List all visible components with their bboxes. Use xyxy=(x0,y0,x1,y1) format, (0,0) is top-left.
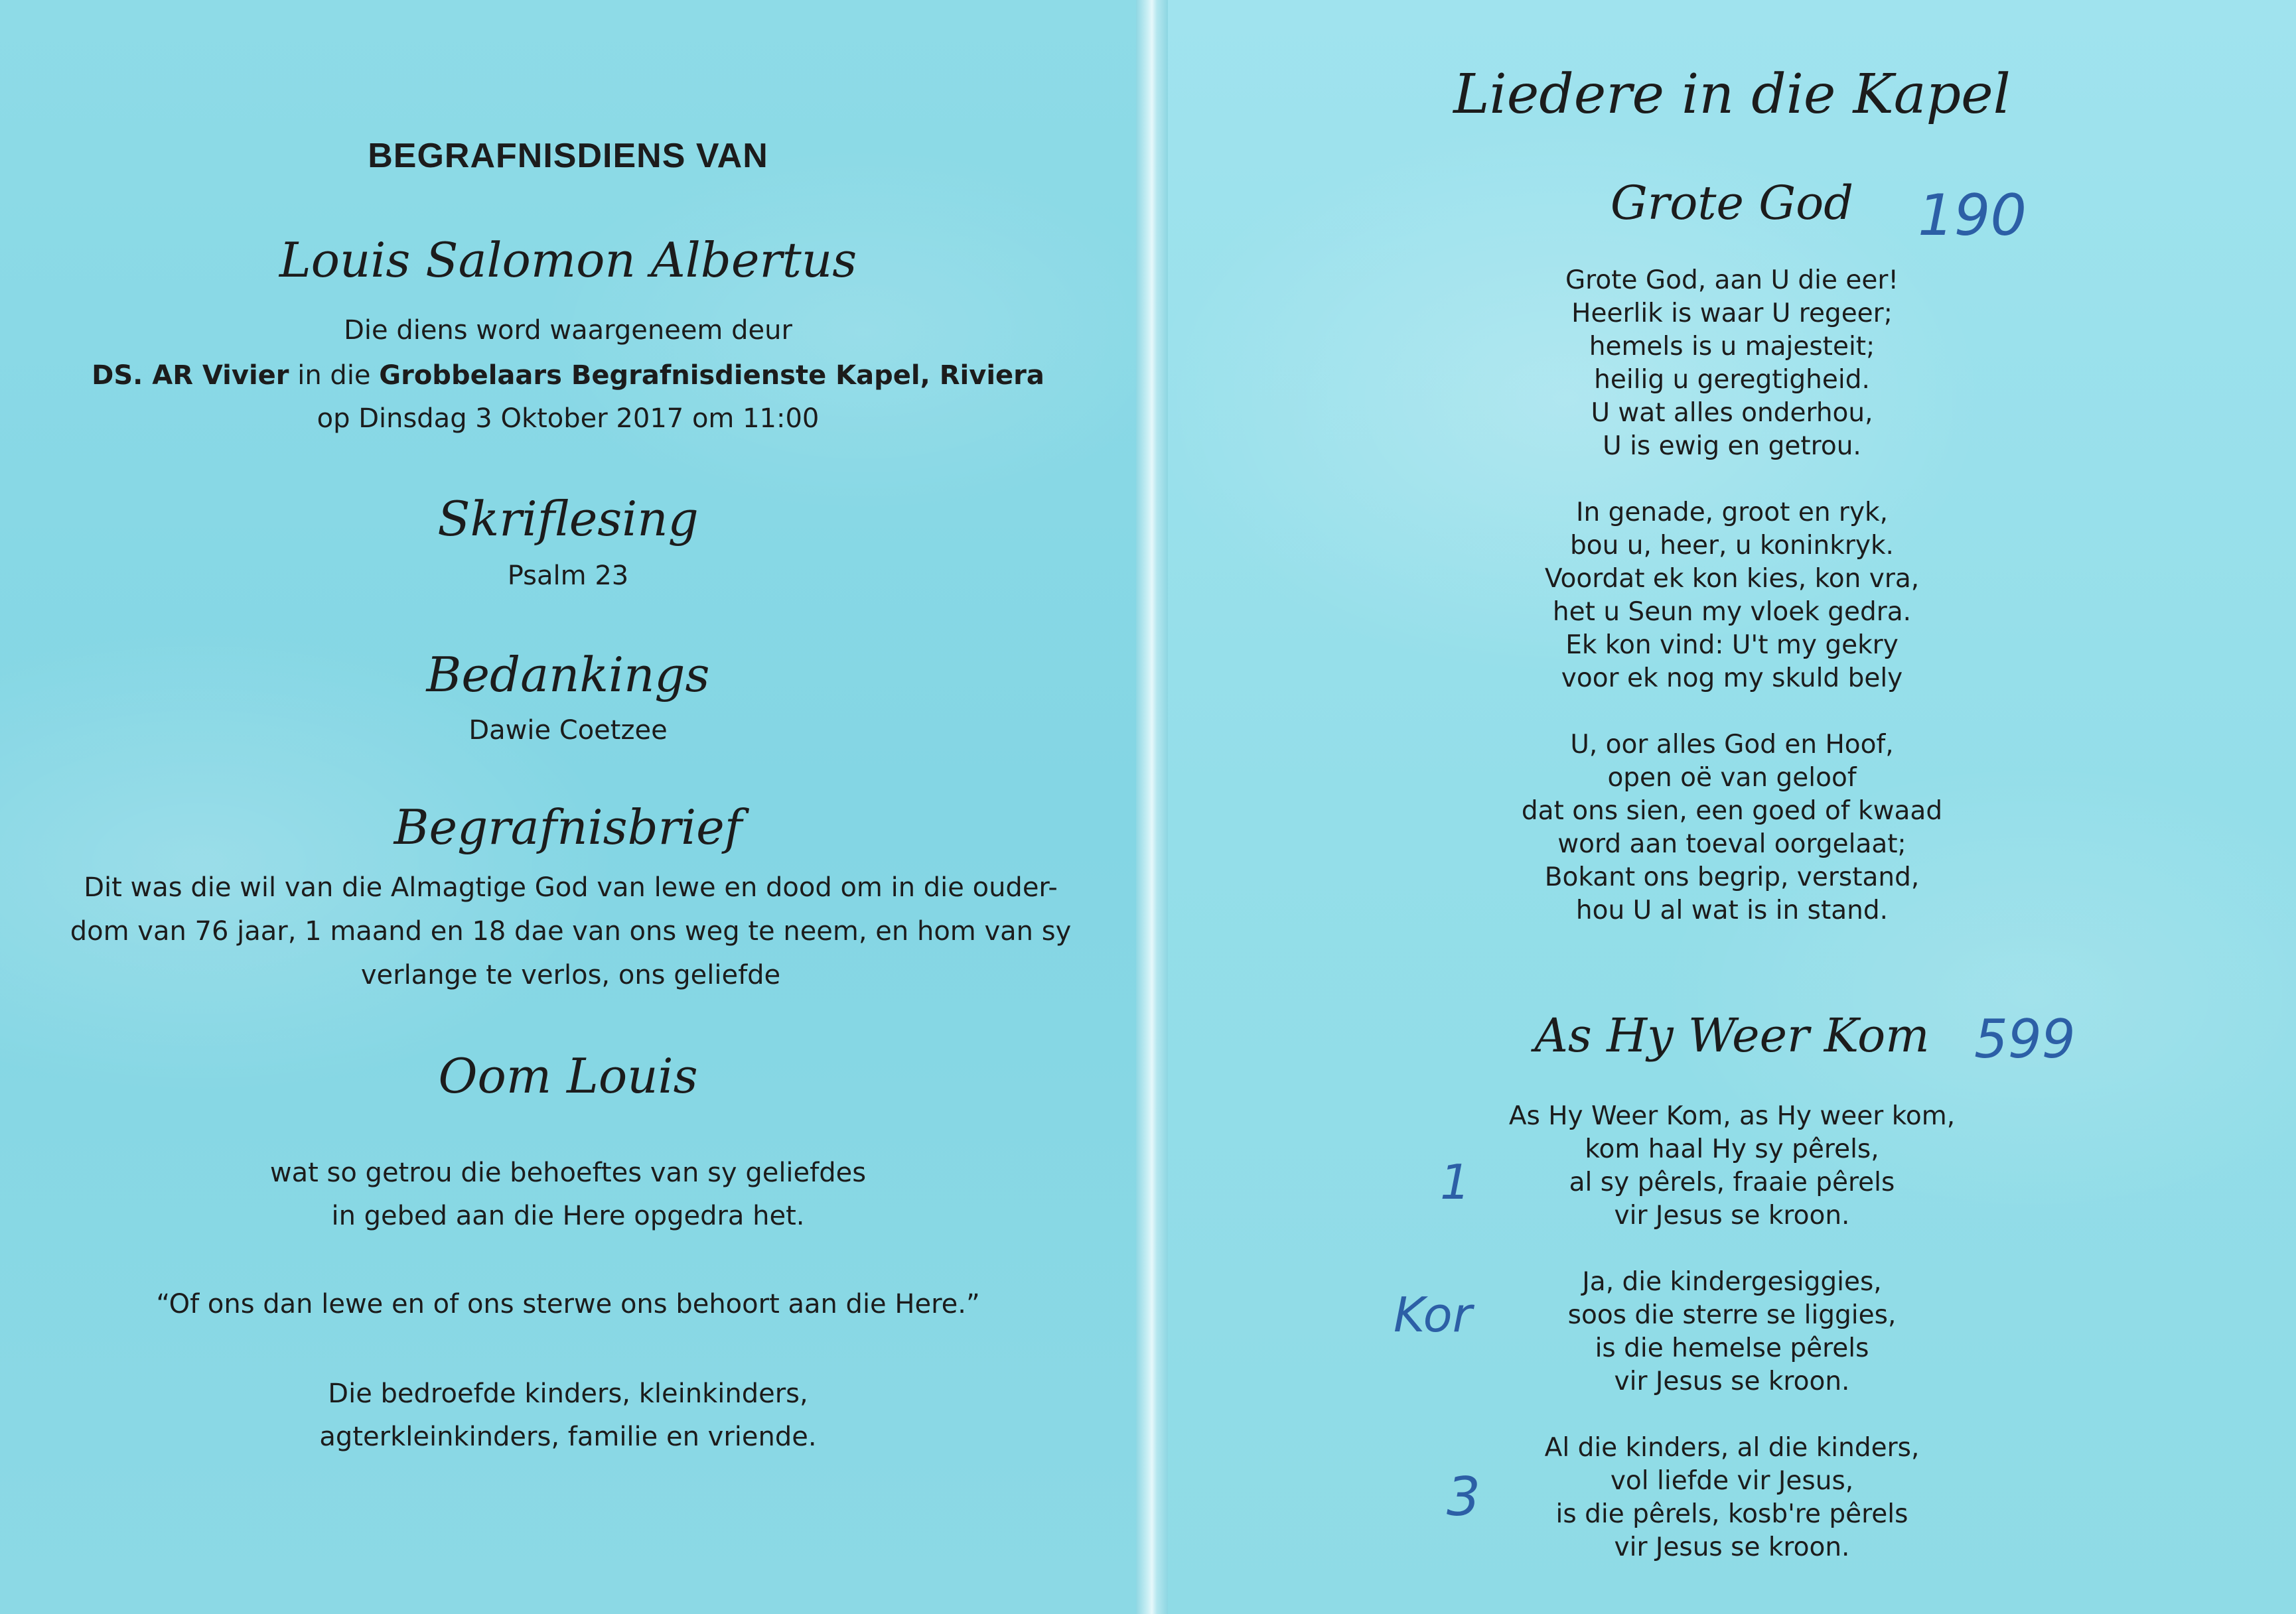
song1-verse-3 xyxy=(1168,728,2296,927)
verse-line: soos die sterre se liggies, xyxy=(1567,1300,1897,1330)
margin-note-1: 1 xyxy=(1440,1154,1471,1210)
verse-line: voor ek nog my skuld bely xyxy=(1561,663,1903,693)
verse-line: Ek kon vind: U't my gekry xyxy=(1565,630,1899,660)
verse-line: U is ewig en getrou. xyxy=(1603,431,1861,461)
oom-heading: Oom Louis xyxy=(438,1048,698,1104)
song2-verse-2 xyxy=(1168,1266,2296,1398)
verse-line: hou U al wat is in stand. xyxy=(1575,896,1889,925)
verse-line: Al die kinders, al die kinders, xyxy=(1544,1433,1920,1463)
verse-line: bou u, heer, u koninkryk. xyxy=(1570,531,1894,561)
verse-line: vir Jesus se kroon. xyxy=(1614,1201,1850,1231)
family-line-2: agterkleinkinders, familie en vriende. xyxy=(319,1422,817,1452)
right-page xyxy=(1168,0,2296,1614)
bedankings-value: Dawie Coetzee xyxy=(468,715,668,746)
songs-title: Liedere in die Kapel xyxy=(1453,63,2011,126)
verse-line: In genade, groot en ryk, xyxy=(1575,498,1889,527)
verse-line: heilig u geregtigheid. xyxy=(1594,365,1870,395)
song1-verse-2 xyxy=(1168,496,2296,695)
in-die: in die xyxy=(289,360,380,391)
song1-verse-1 xyxy=(1168,264,2296,463)
song2-verse-3 xyxy=(1168,1432,2296,1564)
song1-hymn-number: 190 xyxy=(1918,182,2027,249)
song2-title: As Hy Weer Kom xyxy=(1534,1008,1930,1063)
verse-line: Heerlik is waar U regeer; xyxy=(1571,299,1893,328)
tribute-line-2: in gebed aan die Here opgedra het. xyxy=(331,1201,805,1231)
verse-line: As Hy Weer Kom, as Hy weer kom, xyxy=(1508,1101,1956,1131)
verse-line: Voordat ek kon kies, kon vra, xyxy=(1544,564,1920,594)
margin-note-3: 3 xyxy=(1447,1466,1480,1528)
verse-line: vir Jesus se kroon. xyxy=(1614,1367,1850,1396)
verse-line: dat ons sien, een goed of kwaad xyxy=(1521,796,1943,826)
begrafnisbrief-text: Dit was die wil van die Almagtige God van lewe en dood om in die ouder-dom van 76 jaar, 1 maand en 18 dae van ons weg te neem, en hom van sy verlange te verlos, ons geliefde xyxy=(70,872,1072,990)
verse-line: is die hemelse pêrels xyxy=(1595,1333,1869,1363)
officiant-intro: Die diens word waargeneem deur xyxy=(344,315,792,346)
bedankings-heading: Bedankings xyxy=(426,647,710,703)
verse-line: kom haal Hy sy pêrels, xyxy=(1585,1134,1879,1164)
left-page xyxy=(0,0,1136,1614)
verse-line: Bokant ons begrip, verstand, xyxy=(1544,862,1920,892)
quote: “Of ons dan lewe en of ons sterwe ons behoort aan die Here.” xyxy=(156,1289,980,1319)
verse-line: vir Jesus se kroon. xyxy=(1614,1532,1850,1562)
venue: Grobbelaars Begrafnisdienste Kapel, Riviera xyxy=(379,360,1044,391)
verse-line: al sy pêrels, fraaie pêrels xyxy=(1569,1168,1895,1197)
tribute-line-1: wat so getrou die behoeftes van sy geliefdes xyxy=(269,1158,867,1188)
song2-verse-1 xyxy=(1168,1100,2296,1233)
verse-line: open oë van geloof xyxy=(1607,763,1857,793)
date-line: op Dinsdag 3 Oktober 2017 om 11:00 xyxy=(317,403,820,434)
service-title: BEGRAFNISDIENS VAN xyxy=(368,137,768,175)
center-fold xyxy=(1136,0,1168,1614)
song2-hymn-number: 599 xyxy=(1974,1008,2076,1070)
verse-line: Ja, die kindergesiggies, xyxy=(1582,1267,1882,1297)
song1-title: Grote God xyxy=(1610,176,1854,230)
skriflesing-heading: Skriflesing xyxy=(437,491,699,547)
deceased-name: Louis Salomon Albertus xyxy=(279,232,857,288)
officiant-line xyxy=(0,360,1136,391)
verse-line: word aan toeval oorgelaat; xyxy=(1557,829,1906,859)
margin-note-kor: Kor xyxy=(1394,1287,1472,1343)
skriflesing-value: Psalm 23 xyxy=(507,561,629,591)
verse-line: hemels is u majesteit; xyxy=(1589,332,1875,362)
begrafnisbrief-heading: Begrafnisbrief xyxy=(394,799,743,855)
verse-line: U, oor alles God en Hoof, xyxy=(1570,730,1894,760)
verse-line: is die pêrels, kosb're pêrels xyxy=(1555,1499,1908,1529)
verse-line: U wat alles onderhou, xyxy=(1591,398,1873,428)
verse-line: vol liefde vir Jesus, xyxy=(1610,1466,1854,1496)
verse-line: het u Seun my vloek gedra. xyxy=(1552,597,1912,627)
family-line-1: Die bedroefde kinders, kleinkinders, xyxy=(328,1379,808,1409)
officiant-name: DS. AR Vivier xyxy=(92,360,289,391)
verse-line: Grote God, aan U die eer! xyxy=(1565,265,1899,295)
